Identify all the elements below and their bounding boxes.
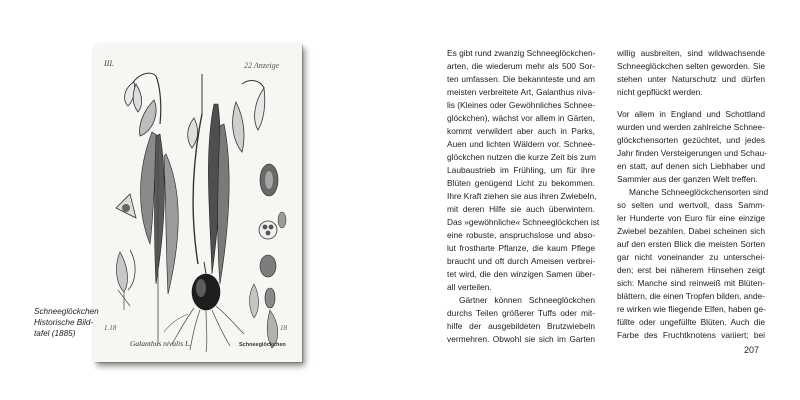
body-line: Es gibt rund zwanzig Schneeglöckchen-: [447, 48, 596, 58]
body-line: Farbe des Fruchtknotens variiert; bei: [617, 330, 765, 340]
paragraph-gap: [617, 99, 765, 108]
body-line: Manche Schneeglöckchensorten sind: [629, 187, 769, 197]
botanical-plate-illustration: [94, 44, 302, 362]
body-line: sich: Manche sind reinweiß mit Blüten-: [617, 278, 765, 288]
body-line: mit deren Hilfe sie auch überwintern.: [447, 204, 595, 214]
plate-number-left: III.: [104, 59, 114, 68]
body-line: Auen und lichten Wäldern vor. Schnee-: [447, 139, 595, 149]
page-number: 207: [744, 345, 760, 355]
text-column-right: [617, 47, 769, 342]
caption-line: Historische Bild-: [34, 318, 94, 327]
body-line: Sammler aus der ganzen Welt treffen.: [617, 174, 758, 184]
plate-number-right: 22 Anzeige: [244, 61, 280, 70]
text-column-left: [447, 47, 600, 346]
body-line: hilfe der ausgebildeten Brutzwiebeln: [447, 321, 595, 331]
body-line: gar nicht voneinander zu unterschei-: [617, 252, 765, 262]
body-line: Blüten genügend Licht zu bekommen.: [447, 178, 595, 188]
body-line: Vor allem in England und Schottland: [617, 109, 765, 119]
body-line: willig ausbreiten, sind wildwachsende: [617, 48, 765, 58]
body-line: den; erst bei näherem Hinsehen zeigt: [617, 265, 765, 275]
body-line: Schneeglöckchen selten geworden. Sie: [617, 61, 765, 71]
body-line: glöckchen), wächst vor allem in Gärten,: [447, 113, 595, 123]
body-line: glöckchen nutzen die kurze Zeit bis zum: [447, 152, 596, 162]
body-line: wurden und werden zahlreiche Schnee-: [617, 122, 765, 132]
body-line: en statt, auf denen sich Liebhaber und: [617, 161, 765, 171]
plate-caption: [34, 306, 104, 339]
body-line: lis (Kleines oder Gewöhnliches Schnee-: [447, 100, 596, 110]
body-line: all verteilen.: [447, 282, 492, 292]
body-line: re wirken wie fliegende Elfen, haben ge-: [617, 304, 766, 314]
body-line: blättern, die einen Tropfen bilden, ande-: [617, 291, 766, 301]
caption-line: Schneeglöckchen: [34, 307, 99, 316]
figure-bottom-left: 1.18: [104, 324, 117, 332]
body-line: Ihre Kraft ziehen sie aus ihren Zwiebeln,: [447, 191, 597, 201]
body-line: nicht gepflückt werden.: [617, 87, 703, 97]
body-line: Laubaustrieb im Frühling, um für ihre: [447, 165, 595, 175]
snowdrop-drawing: [94, 44, 302, 362]
body-line: arten, die wiederum mehr als 500 Sor-: [447, 61, 595, 71]
body-line: Zwiebel bezahlen. Dabei scheinen sich: [617, 226, 765, 236]
body-line: so selten und wertvoll, dass Samm-: [617, 200, 765, 210]
body-line: tet wird, die den winzigen Samen über-: [447, 269, 595, 279]
body-line: kommt verwildert aber auch in Parks,: [447, 126, 595, 136]
body-line: durchs Teilen größerer Tuffs oder mit-: [447, 308, 595, 318]
body-line: eine robuste, anspruchslose und abso-: [447, 230, 595, 240]
body-line: meisten verbreitete Art, Galanthus niva-: [447, 87, 595, 97]
body-line: füllte oder ungefüllte Blüten. Auch die: [617, 317, 765, 327]
body-line: ler Hunderte von Euro für eine einzige: [617, 213, 765, 223]
plate-small-label: Schneeglöckchen: [239, 342, 286, 348]
body-line: Jahr finden Versteigerungen und Schau-: [617, 148, 767, 158]
body-line: braucht und oft durch Ameisen verbrei-: [447, 256, 595, 266]
plate-species-name: Galanthus nivalis L.: [130, 339, 192, 348]
body-line: vermehren. Obwohl sie sich im Garten: [447, 334, 595, 344]
body-line: ten umfassen. Die bekannteste und am: [447, 74, 595, 84]
body-line: stehen unter Naturschutz und dürfen: [617, 74, 765, 84]
body-line: Das »gewöhnliche« Schneeglöckchen ist: [447, 217, 600, 227]
body-line: glöckchensorten gezüchtet, und jedes: [617, 135, 765, 145]
body-line: Gärtner können Schneeglöckchen: [459, 295, 595, 305]
body-line: auf den ersten Blick die meisten Sorten: [617, 239, 765, 249]
body-line: lut frostharte Pflanze, die kaum Pflege: [447, 243, 595, 253]
figure-bottom-right: 18: [280, 324, 287, 332]
caption-line: tafel (1885): [34, 329, 76, 338]
